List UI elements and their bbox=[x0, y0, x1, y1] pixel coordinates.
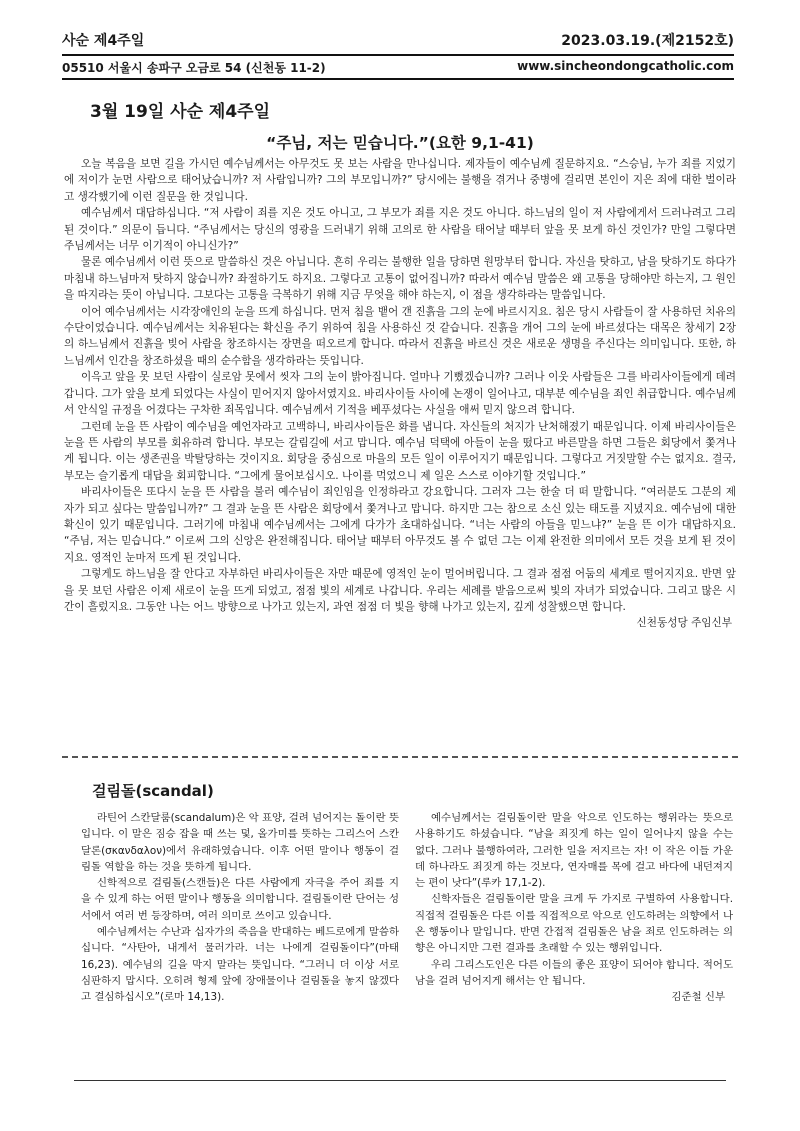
website-link[interactable]: www.sincheondongcatholic.com bbox=[517, 59, 734, 73]
homily-paragraph: 이어 예수님께서는 시각장애인의 눈을 뜨게 하십니다. 먼저 침을 뱉어 갠 진흙을 그의 눈에 바르시지요. 침은 당시 사람들이 잘 사용하던 치유의 수단이었습니다. 예수님께서는 치유된다는 확신을 주기 위하여 침을 사용하신 것 같습니다. 진흙을 개어 그의 눈에 바르셨다는 대목은 창세기 2장의 하느님께서 진흙을 빚어 사람을 창조하시는 장면을 떠오르게 합니다. 따라서 진흙을 바르신 것은 새로운 생명을 주신다는 의미입니다. 또한, 하느님께서 인간을 창조하셨을 때의 순수함을 생각하라는 뜻입니다. bbox=[64, 305, 736, 367]
homily-body bbox=[64, 156, 736, 632]
header-bottom-rule bbox=[62, 78, 734, 80]
scandal-paragraph: 우리 그리스도인은 다른 이들의 좋은 표양이 되어야 합니다. 적어도 남을 걸려 넘어지게 해서는 안 됩니다. bbox=[415, 958, 733, 987]
homily-paragraph: 물론 예수님께서 이런 뜻으로 말씀하신 것은 아닙니다. 흔히 우리는 불행한 일을 당하면 원망부터 합니다. 자신을 탓하고, 남을 탓하기도 하다가 마침내 하느님마저 탓하지 않습니까? 좌절하기도 하지요. 그렇다고 고통이 없어집니까? 따라서 예수님 말씀은 왜 고통을 당해야만 하는지, 그 원인을 따지라는 뜻이 아닙니다. 그보다는 고통을 극복하기 위해 지금 무엇을 해야 하는지, 이 점을 생각하라는 말씀입니다. bbox=[64, 256, 736, 302]
gospel-title: “주님, 저는 믿습니다.”(요한 9,1-41) bbox=[266, 134, 534, 152]
church-address: 05510 서울시 송파구 오금로 54 (신천동 11-2) bbox=[62, 61, 326, 75]
bulletin-header bbox=[62, 30, 734, 52]
homily-paragraph bbox=[64, 566, 736, 630]
homily-signature: 신천동성당 주임신부 bbox=[636, 617, 732, 630]
section-divider bbox=[62, 756, 738, 758]
homily-date-title: 3월 19일 사순 제4주일 bbox=[90, 102, 271, 122]
header-top-rule bbox=[62, 54, 734, 56]
scandal-left-column bbox=[81, 810, 399, 1006]
address-bar bbox=[62, 59, 734, 77]
homily-paragraph: 바리사이들은 또다시 눈을 뜬 사람을 불러 예수님이 죄인임을 인정하라고 강요합니다. 그러자 그는 한술 더 떠 말합니다. “여러분도 그분의 제자가 되고 싶다는 말씀입니까?” 그 결과 눈을 뜬 사람은 회당에서 쫓겨나고 맙니다. 하지만 그는 참으로 소신 있는 태도를 지녔지요. 예수님에 대한 확신이 있기 때문입니다. 그러기에 마침내 예수님께서는 그에게 다가가 초대하십니다. “너는 사람의 아들을 믿느냐?” 눈을 뜬 이가 대답하지요. “주님, 저는 믿습니다.” 이로써 그의 신앙은 완전해집니다. 태어날 때부터 아무것도 볼 수 없던 그는 이제 완전한 의미에서 모든 것을 보게 된 것이지요. 영적인 눈마저 뜨게 된 것입니다. bbox=[64, 486, 736, 564]
scandal-paragraph: 신학자들은 걸림돌이란 말을 크게 두 가지로 구별하여 사용합니다. 직접적 걸림돌은 다른 이를 직접적으로 악으로 인도하려는 의향에서 나온 행동이나 말입니다. 반면 간접적 걸림돌은 남을 죄로 인도하려는 의향은 아니지만 그런 결과를 초래할 수 있는 행위입니다. bbox=[415, 893, 733, 955]
scandal-paragraph: 라틴어 스칸달룸(scandalum)은 악 표양, 걸려 넘어지는 돌이란 뜻입니다. 이 말은 짐승 잡을 때 쓰는 덫, 올가미를 뜻하는 그리스어 스칸달론(σκανδαλον)에서 유래하였습니다. 이후 어떤 말이나 행동이 걸림돌 역할을 하는 것을 뜻하게 됩니다. bbox=[81, 812, 399, 873]
scandal-paragraph: 예수님께서는 수난과 십자가의 죽음을 반대하는 베드로에게 말씀하십니다. “사탄아, 내게서 물러가라. 너는 나에게 걸림돌이다”(마태 16,23). 예수님의 길을 막지 말라는 뜻입니다. “그러니 더 이상 서로 심판하지 맙시다. 오히려 형제 앞에 장애물이나 걸림돌을 놓지 않겠다고 결심하십시오”(로마 14,13). bbox=[81, 926, 399, 1004]
homily-paragraph: 그런데 눈을 뜬 사람이 예수님을 예언자라고 고백하니, 바리사이들은 화를 냅니다. 자신들의 처지가 난처해졌기 때문입니다. 이제 바리사이들은 눈을 뜬 사람의 부모를 회유하려 합니다. 부모는 갈림길에 서고 맙니다. 예수님 덕택에 아들이 눈을 떴다고 바른말을 하면 그들은 회당에서 쫓겨나게 됩니다. 이는 생존권을 박탈당하는 것이지요. 회당을 중심으로 마을의 모든 일이 이루어지기 때문입니다. 그렇다고 거짓말할 수는 없지요. 결국, 부모는 슬기롭게 대답을 회피합니다. “그에게 물어보십시오. 나이를 먹었으니 제 일은 스스로 이야기할 것입니다.” bbox=[64, 420, 736, 482]
scandal-paragraph: 신학적으로 걸림돌(스캔들)은 다른 사람에게 자극을 주어 죄를 지을 수 있게 하는 어떤 말이나 행동을 의미합니다. 걸림돌이란 단어는 성서에서 여러 번 등장하며, 여러 의미로 쓰이고 있습니다. bbox=[81, 877, 399, 922]
date-issue: 2023.03.19.(제2152호) bbox=[561, 33, 734, 49]
homily-paragraph: 오늘 복음을 보면 길을 가시던 예수님께서는 아무것도 못 보는 사람을 만나십니다. 제자들이 예수님께 질문하지요. “스승님, 누가 죄를 지었기에 저이가 눈먼 사람으로 태어났습니까? 저 사람입니까? 그의 부모입니까?” 당시에는 불행을 겪거나 중병에 걸리면 본인이 지은 죄에 대한 벌이라고 생각했기에 이런 질문을 한 것입니다. bbox=[64, 158, 736, 203]
homily-last-text: 그렇게도 하느님을 잘 안다고 자부하던 바리사이들은 자만 때문에 영적인 눈이 멀어버립니다. 그 결과 점점 어둠의 세계로 떨어지지요. 반면 앞을 못 보던 사람은 이제 새로이 눈을 뜨게 되었고, 점점 빛의 세계로 나갑니다. 우리는 세례를 받음으로써 빛의 자녀가 되었습니다. 그리고 많은 시간이 흘렀지요. 그동안 나는 어느 방향으로 나가고 있는지, 과연 점점 더 빛을 향해 나가고 있는지, 깊게 성찰했으면 합니다. bbox=[64, 568, 736, 613]
homily-paragraph: 이윽고 앞을 못 보던 사람이 실로암 못에서 씻자 그의 눈이 밝아집니다. 얼마나 기뻤겠습니까? 그러나 이웃 사람들은 그를 바리사이들에게 데려갑니다. 그가 앞을 보게 되었다는 사실이 믿어지지 않아서였지요. 바리사이들 사이에 논쟁이 일어나고, 대부분 예수님을 죄인 취급합니다. 예수님께서 안식일 규정을 어겼다는 구차한 죄목입니다. 예수님께서 기적을 베푸셨다는 사실을 애써 믿지 않으려 합니다. bbox=[64, 371, 736, 417]
scandal-title: 걸림돌(scandal) bbox=[92, 782, 214, 800]
scandal-right-column bbox=[415, 810, 733, 1006]
bottom-rule bbox=[74, 1080, 726, 1081]
homily-paragraph: 예수님께서 대답하십니다. “저 사람이 죄를 지은 것도 아니고, 그 부모가 죄를 지은 것도 아니다. 하느님의 일이 저 사람에게서 드러나려고 그리된 것이다.” 의문이 듭니다. “주님께서는 당신의 영광을 드러내기 위해 고의로 한 사람을 태어날 때부터 앞을 못 보게 하신 것인가? 만일 그렇다면 주님께서는 너무 이기적이 아니신가?” bbox=[64, 207, 736, 253]
bulletin-name: 사순 제4주일 bbox=[62, 33, 145, 49]
scandal-signature: 김준철 신부 bbox=[671, 991, 725, 1004]
scandal-paragraph: 예수님께서는 걸림돌이란 말을 악으로 인도하는 행위라는 뜻으로 사용하기도 하셨습니다. “남을 죄짓게 하는 일이 일어나지 않을 수는 없다. 그러나 불행하여라, 그러한 일을 저지르는 자! 이 작은 이들 가운데 하나라도 죄짓게 하는 것보다, 연자매를 목에 걸고 바다에 내던져지는 편이 낫다”(루카 17,1-2). bbox=[415, 812, 733, 890]
